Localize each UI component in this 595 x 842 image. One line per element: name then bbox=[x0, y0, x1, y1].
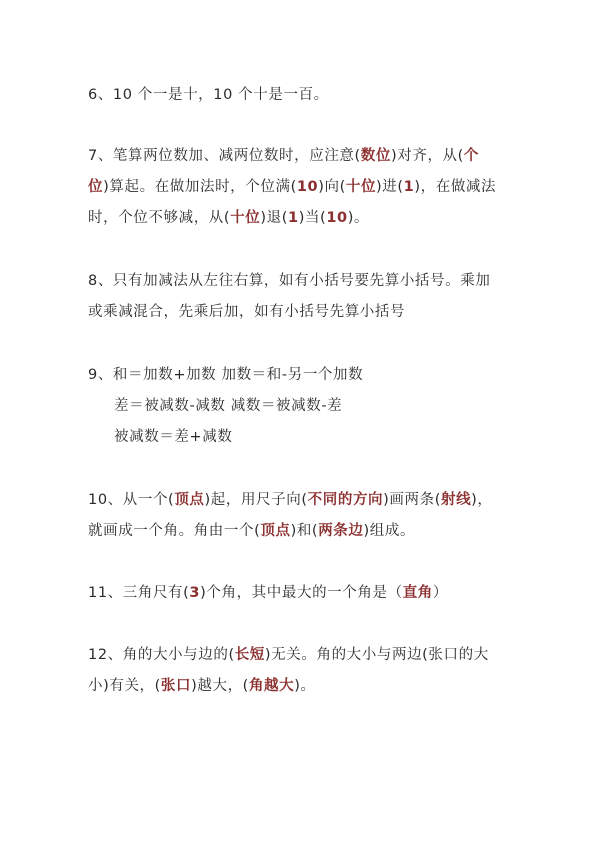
text-line bbox=[88, 141, 508, 172]
text-run: )个角，其中最大的一个角是（ bbox=[200, 585, 403, 601]
highlighted-answer: 不同的方向 bbox=[307, 492, 384, 508]
highlighted-answer: 十位 bbox=[230, 210, 261, 226]
text-run: )， bbox=[471, 492, 493, 508]
text-run: )退( bbox=[260, 210, 288, 226]
text-run: )，在做减法 bbox=[414, 179, 497, 195]
text-run: )。 bbox=[294, 678, 316, 694]
text-run: 或乘减混合，先乘后加，如有小括号先算小括号 bbox=[88, 304, 406, 320]
text-run: 10、从一个( bbox=[88, 492, 175, 508]
highlighted-answer: 1 bbox=[403, 179, 415, 195]
text-line bbox=[88, 172, 508, 203]
text-line bbox=[88, 516, 508, 547]
highlighted-answer: 角越大 bbox=[248, 678, 295, 694]
text-line bbox=[88, 640, 508, 671]
text-run: 被减数＝差+减数 bbox=[114, 429, 233, 445]
note-item-7 bbox=[88, 141, 508, 234]
text-run: 8、只有加减法从左往右算，如有小括号要先算小括号。乘加 bbox=[88, 273, 491, 289]
text-run: 小)有关，( bbox=[88, 678, 161, 694]
text-run: )无关。角的大小与两边(张口的大 bbox=[264, 647, 489, 663]
highlighted-answer: 射线 bbox=[440, 492, 472, 508]
highlighted-answer: 10 bbox=[326, 210, 348, 226]
note-item-9 bbox=[88, 360, 508, 453]
text-run: )起，用尺子向( bbox=[204, 492, 308, 508]
text-run: )越大，( bbox=[191, 678, 249, 694]
highlighted-answer: 3 bbox=[189, 585, 201, 601]
text-run: 6、10 个一是十，10 个十是一百。 bbox=[88, 87, 329, 103]
text-run: )画两条( bbox=[383, 492, 441, 508]
note-item-11 bbox=[88, 578, 508, 609]
text-run: )和( bbox=[290, 523, 319, 539]
highlighted-answer: 直角 bbox=[402, 585, 433, 601]
highlighted-answer: 顶点 bbox=[174, 492, 205, 508]
text-run: 12、角的大小与边的( bbox=[88, 647, 235, 663]
text-line bbox=[88, 422, 508, 453]
text-run: )当( bbox=[298, 210, 327, 226]
highlighted-answer: 张口 bbox=[160, 678, 192, 694]
text-line bbox=[88, 80, 508, 111]
note-item-12 bbox=[88, 640, 508, 702]
text-run: 差＝被减数-减数 减数＝被减数-差 bbox=[114, 398, 343, 414]
text-line bbox=[88, 671, 508, 702]
text-run: 时，个位不够减，从( bbox=[88, 210, 231, 226]
text-run: 9、和＝加数+加数 加数＝和-另一个加数 bbox=[88, 367, 364, 383]
highlighted-answer: 1 bbox=[287, 210, 299, 226]
note-item-8 bbox=[88, 266, 508, 328]
text-line bbox=[88, 203, 508, 234]
text-line bbox=[88, 391, 508, 422]
text-run: )算起。在做加法时，个位满( bbox=[103, 179, 297, 195]
text-run: )。 bbox=[347, 210, 370, 226]
text-line bbox=[88, 578, 508, 609]
text-run: 就画成一个角。角由一个( bbox=[88, 523, 261, 539]
note-item-10 bbox=[88, 485, 508, 547]
highlighted-answer: 两条边 bbox=[318, 523, 364, 539]
text-line bbox=[88, 485, 508, 516]
highlighted-answer: 个 bbox=[463, 148, 480, 164]
text-run: )对齐，从( bbox=[390, 148, 464, 164]
highlighted-answer: 数位 bbox=[360, 148, 391, 164]
text-run: )向( bbox=[318, 179, 346, 195]
text-run: )进( bbox=[376, 179, 404, 195]
text-line bbox=[88, 360, 508, 391]
text-line bbox=[88, 266, 508, 297]
text-line bbox=[88, 297, 508, 328]
highlighted-answer: 十位 bbox=[345, 179, 377, 195]
note-item-6 bbox=[88, 80, 508, 111]
highlighted-answer: 位 bbox=[88, 179, 104, 195]
highlighted-answer: 顶点 bbox=[260, 523, 291, 539]
text-run: )组成。 bbox=[363, 523, 416, 539]
highlighted-answer: 10 bbox=[296, 179, 319, 195]
highlighted-answer: 长短 bbox=[234, 647, 265, 663]
text-run: ） bbox=[432, 585, 448, 601]
text-run: 11、三角尺有( bbox=[88, 585, 190, 601]
text-run: 7、笔算两位数加、减两位数时，应注意( bbox=[88, 148, 361, 164]
